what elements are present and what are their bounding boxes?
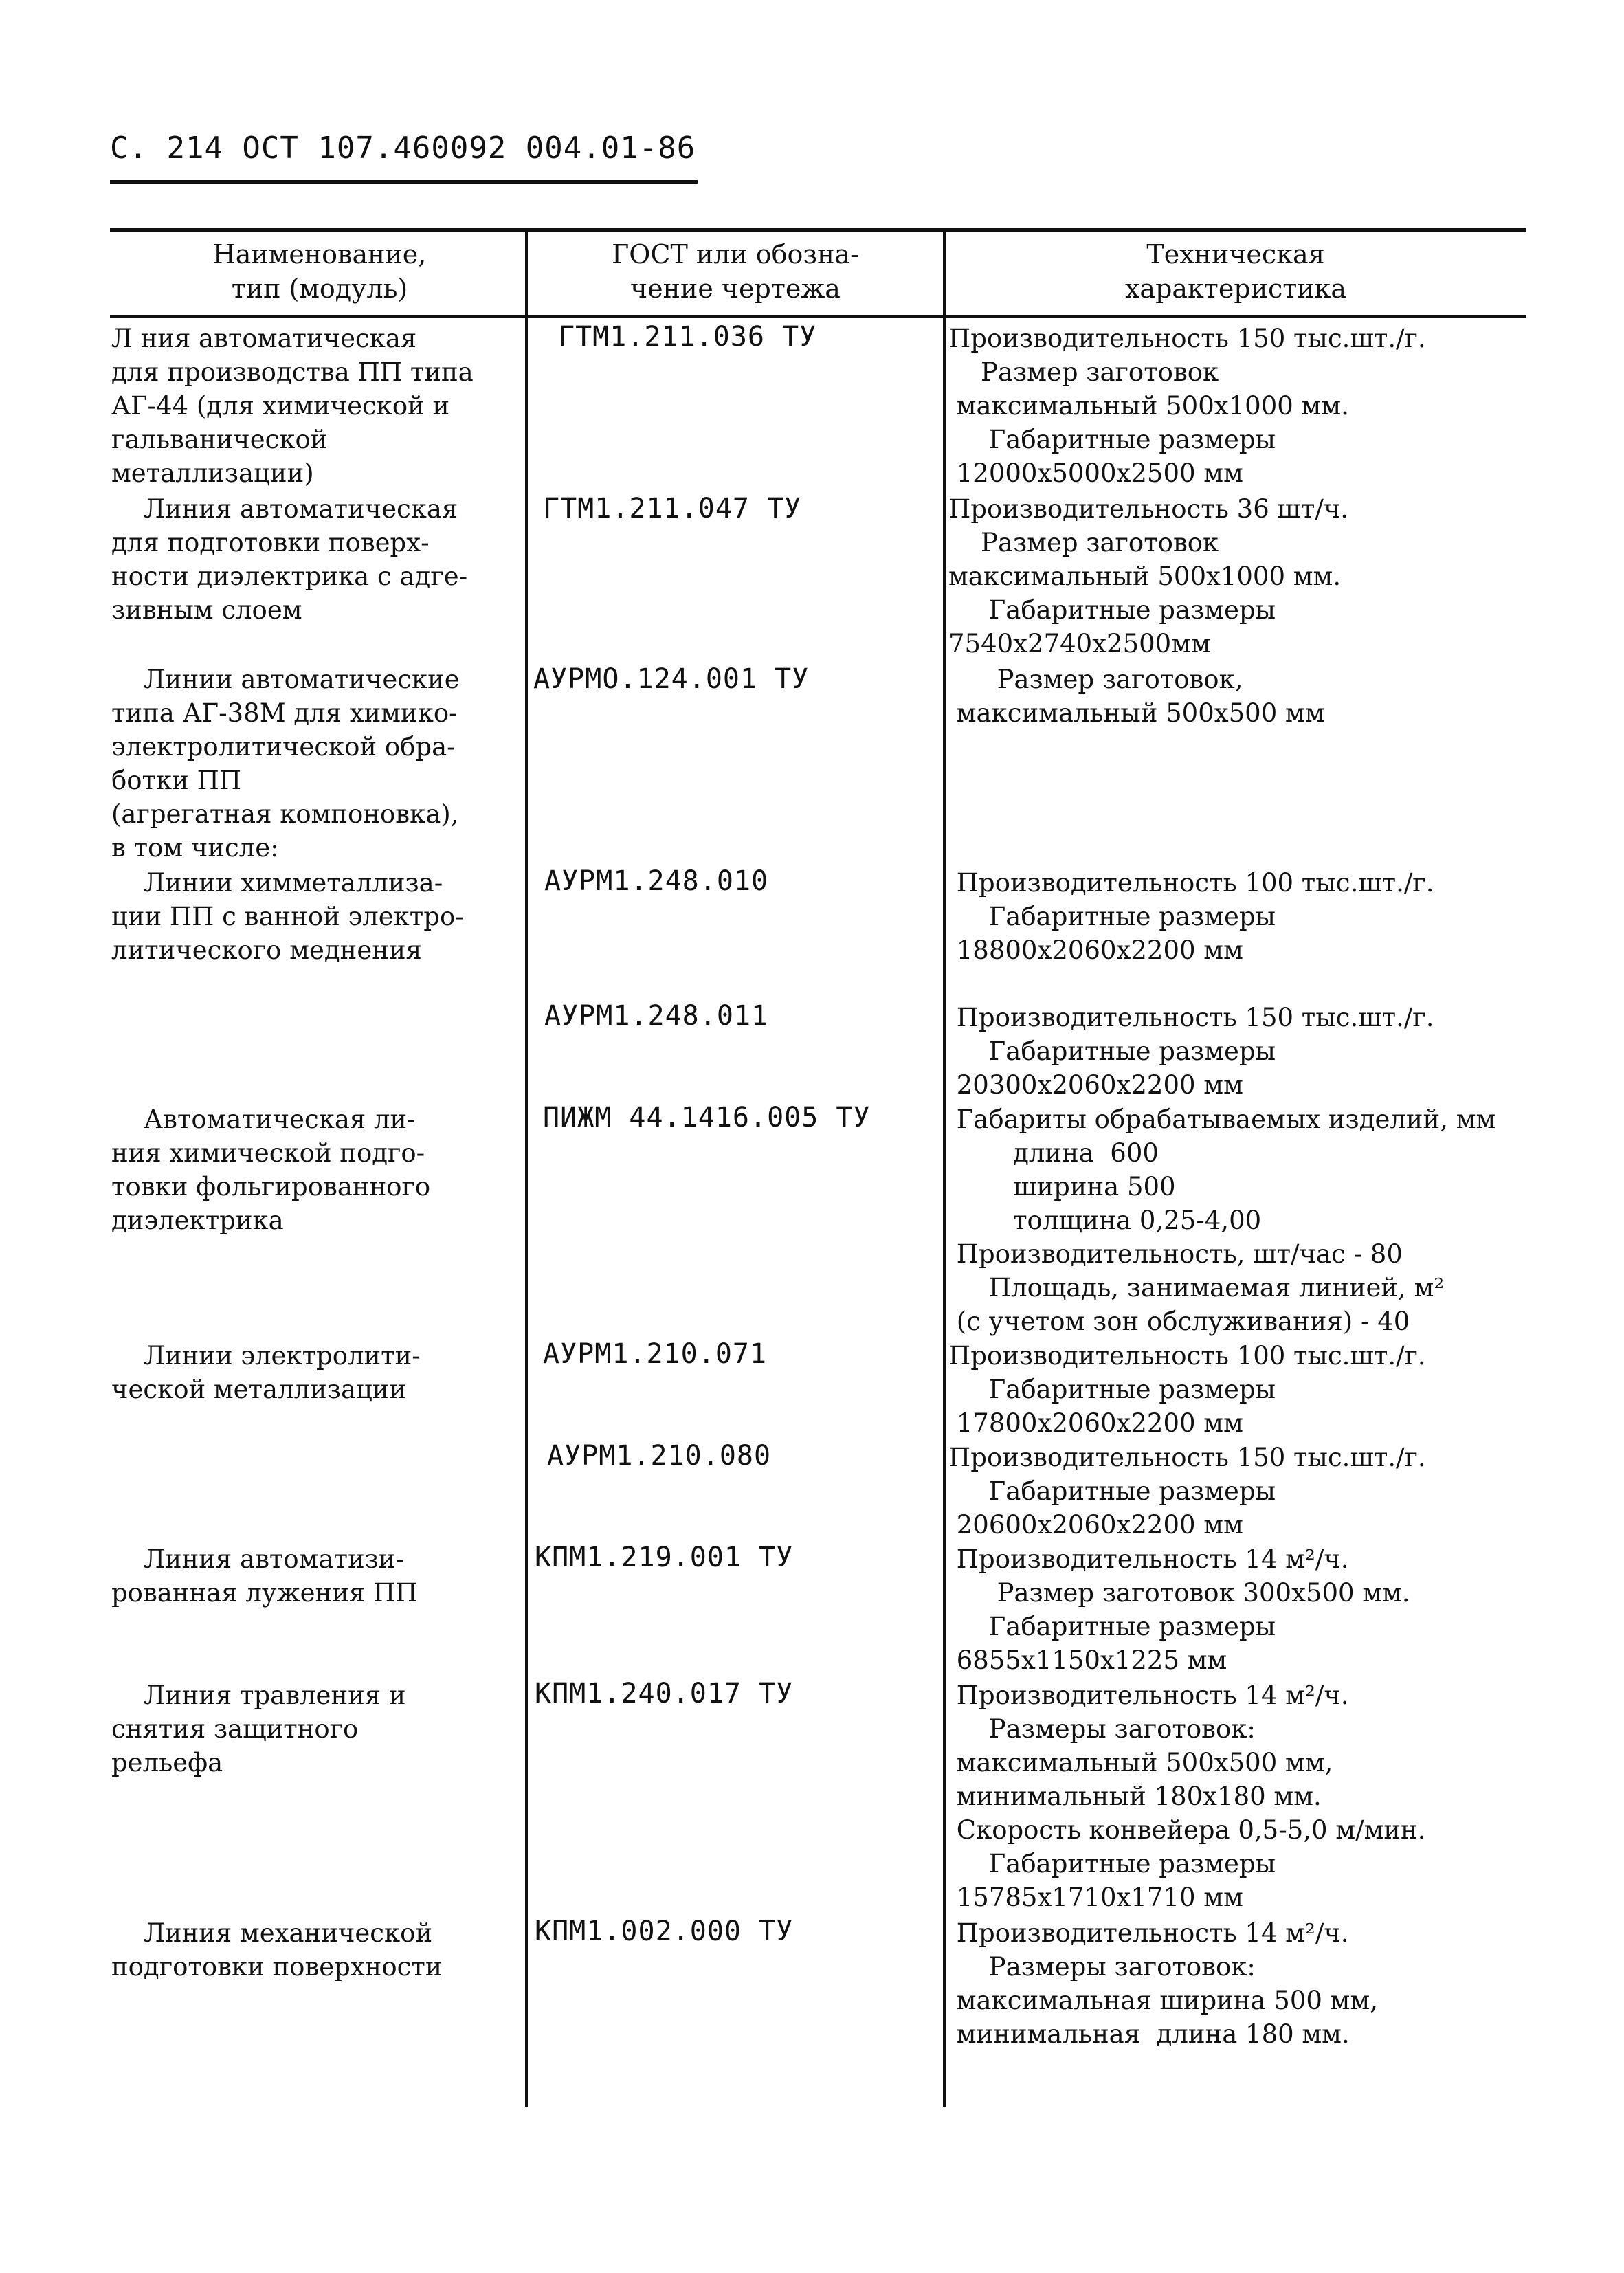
equipment-name: Л ния автоматическая для производства ПП типа АГ-44 (для химической и гальванической металлизации) xyxy=(111,324,474,488)
technical-spec: Размер заготовок, максимальный 500х500 мм xyxy=(956,665,1325,728)
technical-spec: Производительность 14 м²/ч. Размеры заготовок: максимальная ширина 500 мм, минимальная длина 180 мм. xyxy=(956,1918,1379,2049)
equipment-name: Линия механической подготовки поверхности xyxy=(111,1918,443,1982)
table-top-rule xyxy=(110,228,1526,232)
technical-spec: Производительность 14 м²/ч. Размеры заготовок: максимальный 500х500 мм, минимальный 180х180 мм. Скорость конвейера 0,5-5,0 м/мин. Габаритные размеры 15785х1710х1710 мм xyxy=(956,1681,1426,1912)
gost-code: КПМ1.219.001 ТУ xyxy=(535,1542,794,1573)
technical-spec: Производительность 150 тыс.шт./г. Размер заготовок максимальный 500х1000 мм. Габаритные размеры 12000х5000х2500 мм xyxy=(948,324,1426,488)
equipment-name: Автоматическая ли- ния химической подго- товки фольгированного диэлектрика xyxy=(111,1105,431,1235)
equipment-name: Линия автоматизи- рованная лужения ПП xyxy=(111,1544,418,1608)
equipment-name: Линии электролити- ческой металлизации xyxy=(111,1341,421,1404)
technical-spec: Производительность 100 тыс.шт./г. Габаритные размеры 17800х2060х2200 мм xyxy=(948,1341,1426,1438)
gost-code: ПИЖМ 44.1416.005 ТУ xyxy=(543,1102,871,1133)
gost-code: АУРМ1.248.010 xyxy=(544,865,769,897)
gost-code: АУРМ1.210.080 xyxy=(547,1440,772,1472)
header-rule xyxy=(110,180,698,184)
gost-code: ГТМ1.211.047 ТУ xyxy=(543,493,802,524)
column-header-gost: ГОСТ или обозна- чение чертежа xyxy=(612,239,859,304)
gost-code: АУРМ1.248.011 xyxy=(544,1000,769,1032)
technical-spec: Производительность 14 м²/ч. Размер заготовок 300х500 мм. Габаритные размеры 6855х1150х1225 мм xyxy=(956,1544,1410,1675)
column-divider-2 xyxy=(943,230,946,2107)
gost-code: КПМ1.240.017 ТУ xyxy=(535,1678,794,1709)
technical-spec: Производительность 150 тыс.шт./г. Габаритные размеры 20300х2060х2200 мм xyxy=(956,1003,1434,1100)
equipment-name: Линии химметаллиза- ции ПП с ванной электро- литического меднения xyxy=(111,868,464,965)
equipment-name: Линии автоматические типа АГ-38М для химико- электролитической обра- ботки ПП (агрегатная компоновка), в том числе: xyxy=(111,665,460,863)
equipment-name: Линия автоматическая для подготовки поверх- ности диэлектрика с адге- зивным слоем xyxy=(111,494,468,625)
column-header-name: Наименование, тип (модуль) xyxy=(212,239,427,304)
column-header-spec: Техническая характеристика xyxy=(1124,239,1347,304)
gost-code: КПМ1.002.000 ТУ xyxy=(535,1916,794,1947)
technical-spec: Производительность 150 тыс.шт./г. Габаритные размеры 20600х2060х2200 мм xyxy=(948,1443,1426,1540)
column-divider-1 xyxy=(525,230,528,2107)
equipment-name: Линия травления и снятия защитного рельефа xyxy=(111,1681,406,1777)
technical-spec: Производительность 100 тыс.шт./г. Габаритные размеры 18800х2060х2200 мм xyxy=(956,868,1434,965)
gost-code: АУРМ1.210.071 xyxy=(543,1338,768,1370)
technical-spec: Производительность 36 шт/ч. Размер заготовок максимальный 500х1000 мм. Габаритные размеры 7540х2740х2500мм xyxy=(948,494,1349,658)
gost-code: АУРМО.124.001 ТУ xyxy=(533,663,810,695)
technical-spec: Габариты обрабатываемых изделий, мм длина 600 ширина 500 толщина 0,25-4,00 Производительность, шт/час - 80 Площадь, занимаемая линией, м² (с учетом зон обслуживания) - 40 xyxy=(956,1105,1496,1336)
page-header: С. 214 ОСТ 107.460092 004.01-86 xyxy=(110,131,696,166)
gost-code: ГТМ1.211.036 ТУ xyxy=(558,321,817,353)
table-head-rule xyxy=(110,315,1526,318)
